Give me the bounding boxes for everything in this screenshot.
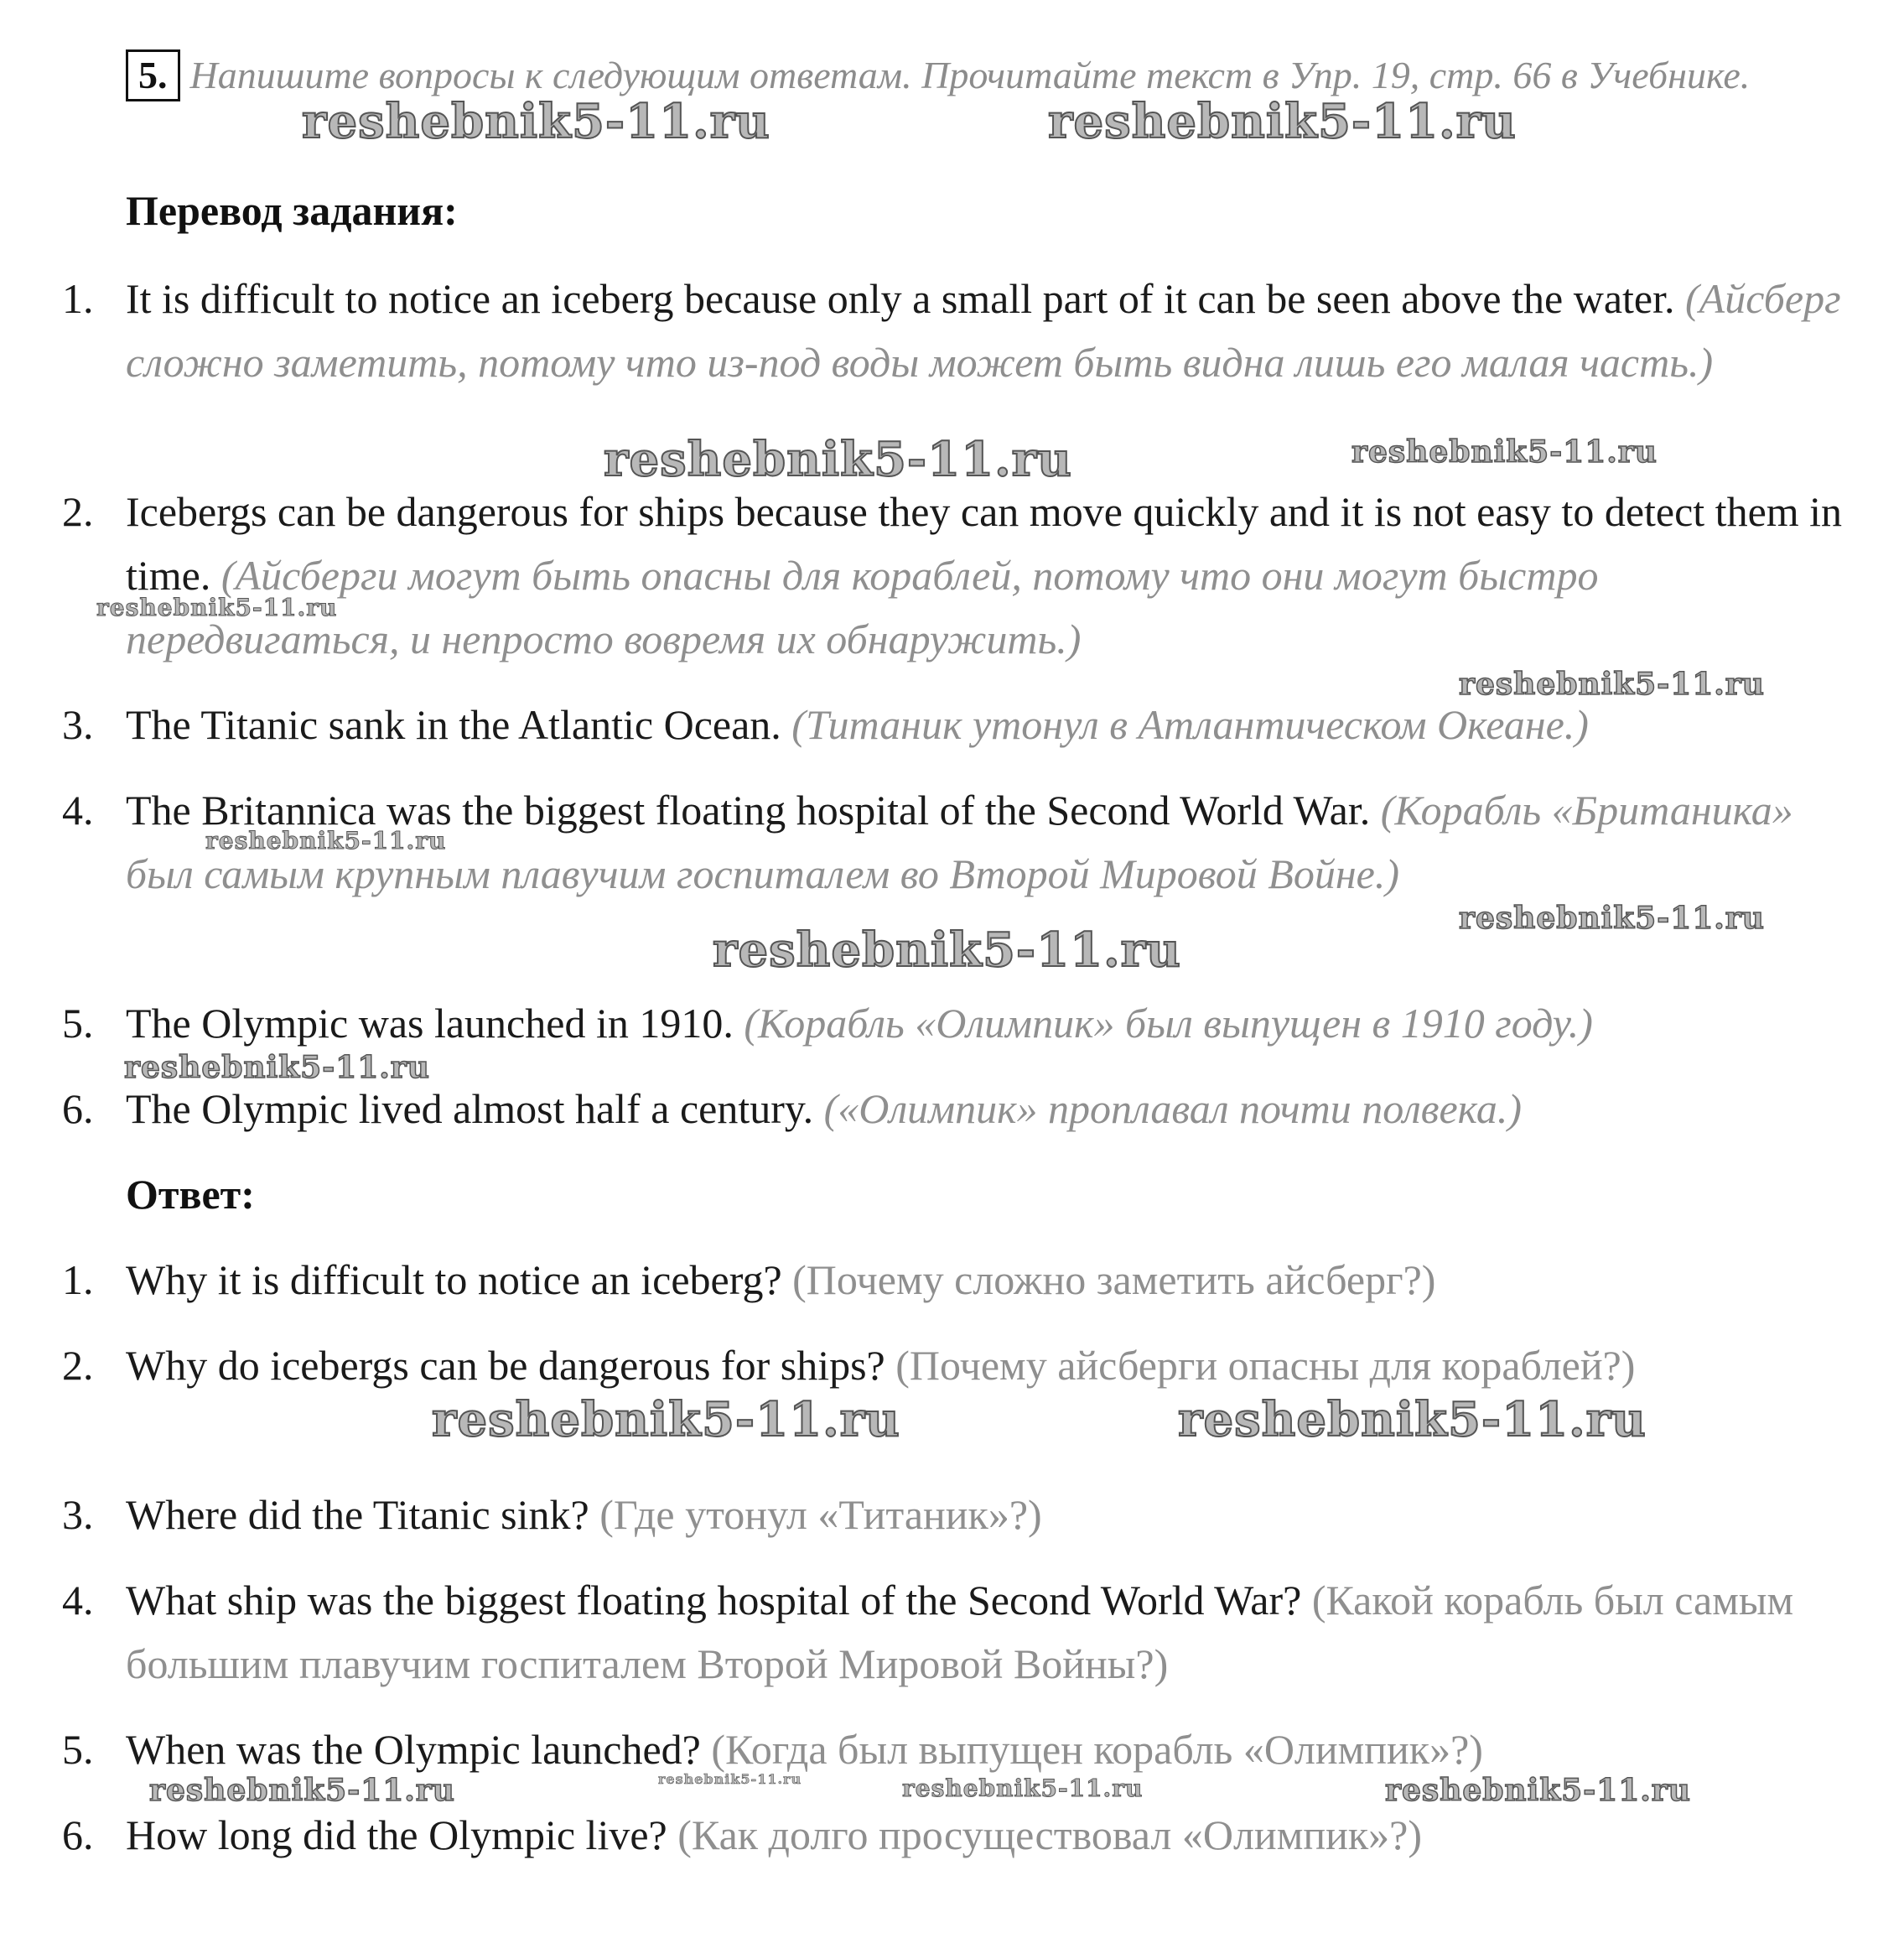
statement-translation: (Титаник утонул в Атлантическом Океане.) [791,701,1589,748]
answer-translation: (Почему айсберги опасны для кораблей?) [895,1342,1636,1389]
statement-translation: («Олимпик» проплавал почти полвека.) [823,1085,1522,1132]
watermark: reshebnik5-11.ru [1459,667,1765,702]
watermark: reshebnik5-11.ru [658,1771,802,1787]
answer-text: When was the Olympic launched? [126,1726,701,1773]
watermark: reshebnik5-11.ru [124,1050,430,1085]
watermark: reshebnik5-11.ru [96,594,338,621]
statement-text: The Olympic was launched in 1910. [126,1000,734,1047]
statement-number: 4. [62,787,94,834]
answer-text: Why it is difficult to notice an iceberg? [126,1256,782,1303]
watermark: reshebnik5-11.ru [1385,1773,1691,1808]
statement-number: 5. [62,1000,94,1047]
watermark: reshebnik5-11.ru [432,1392,900,1447]
statement-translation: (Корабль «Британика» был самым крупным плавучим госпиталем во Второй Мировой Войне.) [126,787,1793,897]
answer-number: 5. [62,1726,94,1773]
watermark: reshebnik5-11.ru [149,1773,455,1808]
answer-number: 2. [62,1342,94,1389]
answer-translation: (Когда был выпущен корабль «Олимпик»?) [711,1726,1483,1773]
watermark: reshebnik5-11.ru [1048,94,1517,149]
statement-translation: (Корабль «Олимпик» был выпущен в 1910 году.) [744,1000,1593,1047]
statement-number: 2. [62,488,94,535]
watermark: reshebnik5-11.ru [902,1774,1144,1802]
statement-translation: (Айсберг сложно заметить, потому что из-под воды может быть видна лишь его малая часть.) [126,275,1841,386]
task-number-badge: 5. [126,49,180,101]
answer-number: 4. [62,1577,94,1624]
statement-text: It is difficult to notice an iceberg because only a small part of it can be seen above the water. [126,275,1675,322]
answer-number: 1. [62,1256,94,1303]
answer-number: 3. [62,1491,94,1538]
watermark: reshebnik5-11.ru [302,94,770,149]
answer-text: Why do icebergs can be dangerous for ships? [126,1342,885,1389]
watermark: reshebnik5-11.ru [1459,901,1765,936]
watermark: reshebnik5-11.ru [205,827,447,855]
statement-number: 3. [62,701,94,748]
answer-text: How long did the Olympic live? [126,1811,667,1858]
watermark: reshebnik5-11.ru [1351,434,1658,470]
statement-text: The Titanic sank in the Atlantic Ocean. [126,701,781,748]
statement-number: 1. [62,275,94,322]
watermark: reshebnik5-11.ru [713,922,1181,978]
statement-text: The Olympic lived almost half a century. [126,1085,814,1132]
statement-text: The Britannica was the biggest floating hospital of the Second World War. [126,787,1371,834]
answer-translation: (Какой корабль был самым большим плавучим госпиталем Второй Мировой Войны?) [126,1577,1794,1687]
task-instruction: Напишите вопросы к следующим ответам. Прочитайте текст в Упр. 19, стр. 66 в Учебнике. [189,54,1751,96]
statement-translation: (Айсберги могут быть опасны для кораблей, потому что они могут быстро передвигаться, и непросто вовремя их обнаружить.) [126,552,1599,662]
answer-text: Where did the Titanic sink? [126,1491,589,1538]
answer-text: What ship was the biggest floating hospital of the Second World War? [126,1577,1302,1624]
watermark: reshebnik5-11.ru [604,432,1072,487]
watermark: reshebnik5-11.ru [1178,1392,1647,1447]
statement-text: Icebergs can be dangerous for ships because they can move quickly and it is not easy to detect them in time. [126,488,1843,599]
answer-heading: Ответ: [126,1171,255,1218]
answer-translation: (Как долго просуществовал «Олимпик»?) [677,1811,1422,1858]
statement-number: 6. [62,1085,94,1132]
translation-heading: Перевод задания: [126,187,458,234]
answer-number: 6. [62,1811,94,1858]
answer-translation: (Где утонул «Титаник»?) [599,1491,1042,1538]
answer-translation: (Почему сложно заметить айсберг?) [792,1256,1436,1303]
